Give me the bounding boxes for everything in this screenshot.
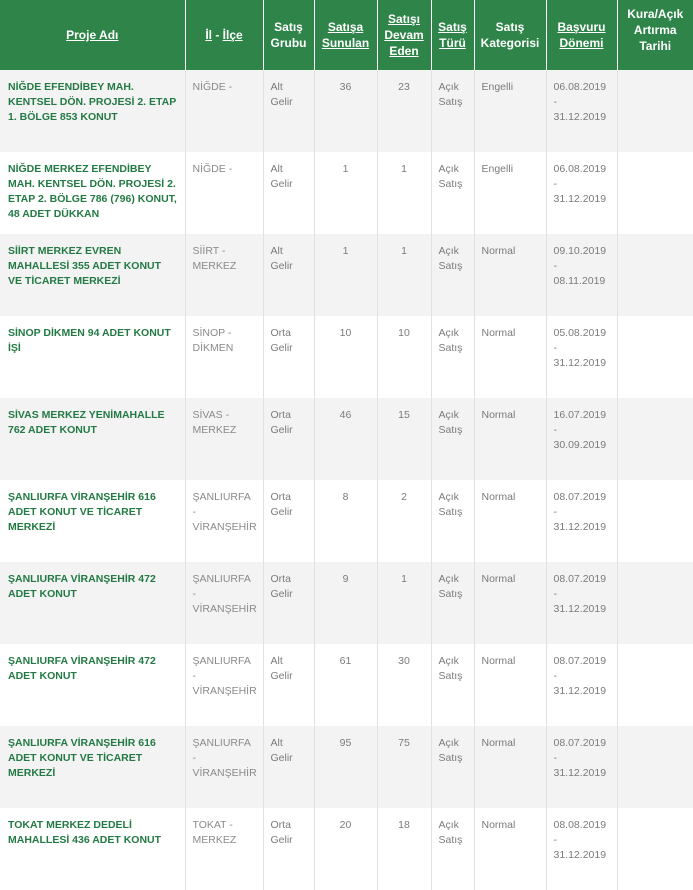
application-period-cell: 16.07.2019 - 30.09.2019 (546, 398, 617, 480)
offered-count-cell: 46 (314, 398, 377, 480)
sales-type-cell: Açık Satış (431, 726, 474, 808)
ongoing-count-cell: 18 (377, 808, 431, 890)
ongoing-count-cell: 1 (377, 234, 431, 316)
header-proje-adi-label[interactable]: Proje Adı (66, 28, 119, 42)
location-cell: SİNOP - DİKMEN (185, 316, 263, 398)
application-period-cell: 09.10.2019 - 08.11.2019 (546, 234, 617, 316)
header-satis-turu[interactable] (431, 0, 474, 70)
header-satisa-sunulan[interactable] (314, 0, 377, 70)
project-name-cell[interactable]: NİĞDE MERKEZ EFENDİBEY MAH. KENTSEL DÖN. PROJESİ 2. ETAP 2. BÖLGE 786 (796) KONUT, 48 ADET DÜKKAN (0, 152, 185, 234)
draw-date-cell (617, 316, 693, 398)
header-satis-turu-label[interactable]: Satış Türü (438, 20, 467, 50)
project-name-cell[interactable]: NİĞDE EFENDİBEY MAH. KENTSEL DÖN. PROJESİ 2. ETAP 1. BÖLGE 853 KONUT (0, 70, 185, 152)
table-row (0, 644, 693, 726)
project-name-cell[interactable]: TOKAT MERKEZ DEDELİ MAHALLESİ 436 ADET KONUT (0, 808, 185, 890)
ongoing-count-cell: 1 (377, 562, 431, 644)
table-row (0, 234, 693, 316)
application-period-cell: 06.08.2019 - 31.12.2019 (546, 70, 617, 152)
sales-type-cell: Açık Satış (431, 234, 474, 316)
header-kura-tarihi: Kura/Açık Artırma Tarihi (617, 0, 693, 70)
draw-date-cell (617, 562, 693, 644)
ongoing-count-cell: 75 (377, 726, 431, 808)
sales-type-cell: Açık Satış (431, 808, 474, 890)
header-ilce-label[interactable]: İlçe (222, 28, 243, 42)
header-satis-kategorisi: Satış Kategorisi (474, 0, 546, 70)
sales-category-cell: Normal (474, 398, 546, 480)
application-period-cell: 08.07.2019 - 31.12.2019 (546, 726, 617, 808)
offered-count-cell: 9 (314, 562, 377, 644)
sales-type-cell: Açık Satış (431, 152, 474, 234)
ongoing-count-cell: 15 (377, 398, 431, 480)
offered-count-cell: 61 (314, 644, 377, 726)
header-basvuru-donemi[interactable] (546, 0, 617, 70)
draw-date-cell (617, 70, 693, 152)
table-header (0, 0, 693, 70)
table-row (0, 480, 693, 562)
sales-group-cell: Orta Gelir (263, 808, 314, 890)
offered-count-cell: 1 (314, 152, 377, 234)
draw-date-cell (617, 234, 693, 316)
ongoing-count-cell: 1 (377, 152, 431, 234)
ongoing-count-cell: 10 (377, 316, 431, 398)
sales-group-cell: Orta Gelir (263, 316, 314, 398)
application-period-cell: 08.07.2019 - 31.12.2019 (546, 562, 617, 644)
sales-group-cell: Alt Gelir (263, 234, 314, 316)
draw-date-cell (617, 726, 693, 808)
project-name-cell[interactable]: ŞANLIURFA VİRANŞEHİR 616 ADET KONUT VE TİCARET MERKEZİ (0, 480, 185, 562)
location-cell: TOKAT - MERKEZ (185, 808, 263, 890)
project-name-cell[interactable]: SİVAS MERKEZ YENİMAHALLE 762 ADET KONUT (0, 398, 185, 480)
sales-category-cell: Normal (474, 234, 546, 316)
sales-type-cell: Açık Satış (431, 644, 474, 726)
offered-count-cell: 20 (314, 808, 377, 890)
sales-category-cell: Normal (474, 480, 546, 562)
location-cell: SİVAS - MERKEZ (185, 398, 263, 480)
sales-group-cell: Orta Gelir (263, 562, 314, 644)
project-name-cell[interactable]: SİNOP DİKMEN 94 ADET KONUT İŞİ (0, 316, 185, 398)
project-name-cell[interactable]: ŞANLIURFA VİRANŞEHİR 472 ADET KONUT (0, 562, 185, 644)
table-row (0, 398, 693, 480)
offered-count-cell: 10 (314, 316, 377, 398)
offered-count-cell: 36 (314, 70, 377, 152)
location-cell: ŞANLIURFA - VİRANŞEHİR (185, 644, 263, 726)
sales-group-cell: Alt Gelir (263, 70, 314, 152)
draw-date-cell (617, 152, 693, 234)
sales-category-cell: Engelli (474, 70, 546, 152)
sales-group-cell: Alt Gelir (263, 644, 314, 726)
project-name-cell[interactable]: ŞANLIURFA VİRANŞEHİR 616 ADET KONUT VE TİCARET MERKEZİ (0, 726, 185, 808)
location-cell: ŞANLIURFA - VİRANŞEHİR (185, 726, 263, 808)
location-cell: SİİRT - MERKEZ (185, 234, 263, 316)
ongoing-count-cell: 2 (377, 480, 431, 562)
project-name-cell[interactable]: SİİRT MERKEZ EVREN MAHALLESİ 355 ADET KONUT VE TİCARET MERKEZİ (0, 234, 185, 316)
sales-category-cell: Normal (474, 562, 546, 644)
sales-type-cell: Açık Satış (431, 480, 474, 562)
sales-group-cell: Orta Gelir (263, 480, 314, 562)
sales-category-cell: Normal (474, 726, 546, 808)
header-il-label[interactable]: İl (205, 28, 212, 42)
location-cell: ŞANLIURFA - VİRANŞEHİR (185, 562, 263, 644)
sales-group-cell: Alt Gelir (263, 726, 314, 808)
header-satisi-devam-eden[interactable] (377, 0, 431, 70)
application-period-cell: 06.08.2019 - 31.12.2019 (546, 152, 617, 234)
sales-type-cell: Açık Satış (431, 316, 474, 398)
offered-count-cell: 1 (314, 234, 377, 316)
table-row (0, 152, 693, 234)
project-name-cell[interactable]: ŞANLIURFA VİRANŞEHİR 472 ADET KONUT (0, 644, 185, 726)
header-satisi-devam-eden-label[interactable]: Satışı Devam Eden (384, 12, 424, 58)
draw-date-cell (617, 398, 693, 480)
offered-count-cell: 8 (314, 480, 377, 562)
header-il-ilce-separator: - (211, 28, 223, 42)
draw-date-cell (617, 480, 693, 562)
table-row (0, 808, 693, 890)
ongoing-count-cell: 30 (377, 644, 431, 726)
table-row (0, 562, 693, 644)
header-proje-adi[interactable] (0, 0, 185, 70)
draw-date-cell (617, 644, 693, 726)
table-row (0, 726, 693, 808)
sales-type-cell: Açık Satış (431, 70, 474, 152)
sales-category-cell: Normal (474, 808, 546, 890)
table-body (0, 70, 693, 890)
ongoing-count-cell: 23 (377, 70, 431, 152)
offered-count-cell: 95 (314, 726, 377, 808)
application-period-cell: 05.08.2019 - 31.12.2019 (546, 316, 617, 398)
location-cell: NİĞDE - (185, 70, 263, 152)
sales-category-cell: Normal (474, 316, 546, 398)
header-satis-grubu: Satış Grubu (263, 0, 314, 70)
sales-group-cell: Orta Gelir (263, 398, 314, 480)
table-row (0, 70, 693, 152)
location-cell: NİĞDE - (185, 152, 263, 234)
sales-group-cell: Alt Gelir (263, 152, 314, 234)
table-row (0, 316, 693, 398)
application-period-cell: 08.08.2019 - 31.12.2019 (546, 808, 617, 890)
header-basvuru-donemi-label[interactable]: Başvuru Dönemi (557, 20, 606, 50)
draw-date-cell (617, 808, 693, 890)
application-period-cell: 08.07.2019 - 31.12.2019 (546, 644, 617, 726)
header-il-ilce[interactable] (185, 0, 263, 70)
application-period-cell: 08.07.2019 - 31.12.2019 (546, 480, 617, 562)
sales-type-cell: Açık Satış (431, 398, 474, 480)
sales-category-cell: Normal (474, 644, 546, 726)
location-cell: ŞANLIURFA - VİRANŞEHİR (185, 480, 263, 562)
header-satisa-sunulan-label[interactable]: Satışa Sunulan (321, 20, 370, 50)
sales-type-cell: Açık Satış (431, 562, 474, 644)
sales-category-cell: Engelli (474, 152, 546, 234)
